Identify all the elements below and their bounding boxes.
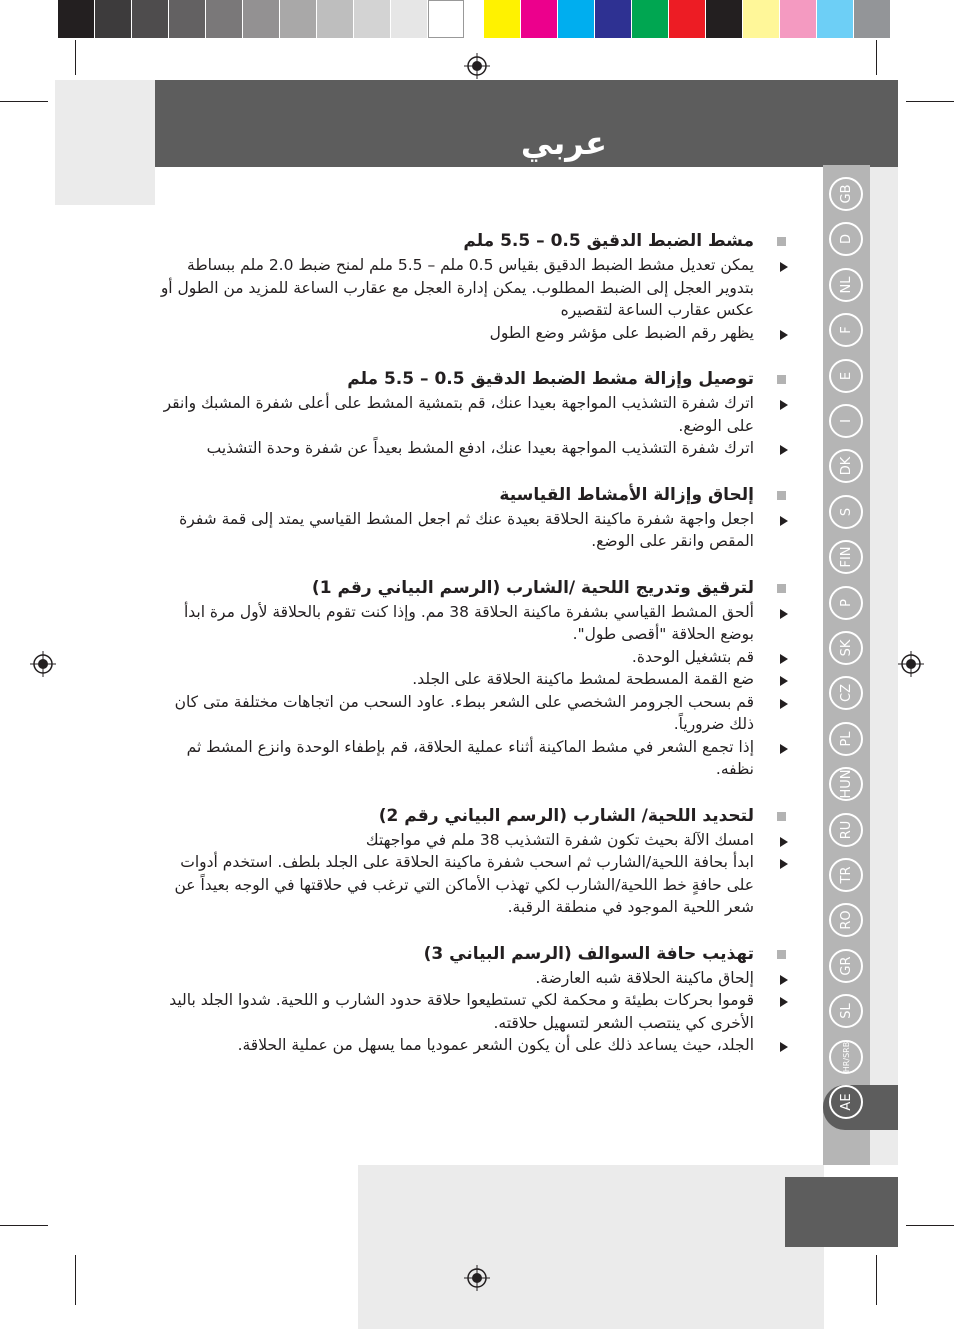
grey-swatch [391,0,427,38]
triangle-bullet-icon [780,262,788,272]
crop-mark [906,101,954,102]
section-heading-text: توصيل وإزالة مشط الضبط الدقيق 0.5 – 5.5 ملم [347,369,754,389]
footer-grey-panel [358,1165,824,1329]
triangle-bullet-icon [780,654,788,664]
instruction-item [160,601,790,646]
color-swatch [669,0,705,38]
language-tab-pl[interactable]: PL [829,722,863,756]
instruction-text: يمكن تعديل مشط الضبط الدقيق بقياس 0.5 ملم – 5.5 ملم لمنح ضبط 2.0 ملم ببساطة بتدوير العجل إلى الضبط المطلوب. يمكن إدارة العجل مع عقارب الساعة للمزيد من الطول أو عكس عقارب الساعة لتقصيره [160,256,754,319]
triangle-bullet-icon [780,859,788,869]
instruction-section [160,482,790,553]
language-tab-gr[interactable]: GR [829,949,863,983]
instruction-text: امسك الآلة بحيث تكون شفرة التشذيب 38 ملم في مواجهتك [365,830,754,849]
language-tab-e[interactable]: E [829,359,863,393]
instruction-item [160,967,790,990]
instruction-text: قم بتشغيل الوحدة. [631,647,754,666]
grey-swatch [280,0,316,38]
grey-swatch [169,0,205,38]
instruction-item [160,508,790,553]
language-tab-i[interactable]: I [829,404,863,438]
color-swatch [854,0,890,38]
language-tab-dk[interactable]: DK [829,449,863,483]
crop-mark [75,1255,76,1305]
instruction-text: ابدأ بحافة اللحية/الشارب ثم اسحب شفرة ماكينة الحلاقة على الجلد بلطف. استخدم أدوات على حافةٍ خط اللحية/الشارب لكي تهذب الأماكن التي ترغب في حلاقتها في الوجه بعيداً عن شعر اللحية الموجود في منطقة الرقبة. [174,853,754,916]
language-tab-hun[interactable]: HUN [829,767,863,801]
section-heading [160,575,790,601]
triangle-bullet-icon [780,744,788,754]
crop-mark [0,1225,48,1226]
language-tab-sl[interactable]: SL [829,994,863,1028]
instruction-text: يظهر رقم الضبط على مؤشر وضع الطول [489,323,754,342]
language-tab-f[interactable]: F [829,313,863,347]
instruction-text: اترك شفرة التشذيب المواجهة بعيدا عنك، قم بتمشية المشط على أعلى شفرة المشبك وانقر على الوضع. [163,394,754,435]
grey-swatch [132,0,168,38]
instruction-section [160,803,790,919]
instruction-section [160,366,790,460]
instruction-item [160,254,790,322]
square-bullet-icon [777,812,786,821]
instruction-text: قوموا بحركات بطيئة و محكمة لكي تستطيعوا حلاقة حدود الشارب و اللحية. شدوا الجلد باليد الأخرى كي ينتصب الشعر لتسهيل حلاقته. [169,991,754,1032]
instruction-text: الجلد، حيث يساعد ذلك على أن يكون الشعر عموديا مما يسهل من عملية الحلاقة. [237,1036,754,1054]
instruction-item [160,392,790,437]
crop-mark [0,101,48,102]
section-heading [160,941,790,967]
instruction-item [160,691,790,736]
color-swatch [706,0,742,38]
instruction-text: ألحق المشط القياسي بشفرة ماكينة الحلاقة 38 مم. وإذا كنت تقوم بالحلاقة لأول مرة ابدأ بوضع الحلاقة "أقصى طول". [183,602,754,643]
color-swatch [780,0,816,38]
crop-mark [75,40,76,75]
triangle-bullet-icon [780,676,788,686]
instruction-item [160,646,790,669]
instruction-item [160,668,790,691]
square-bullet-icon [777,375,786,384]
instruction-item [160,829,790,852]
color-swatch [558,0,594,38]
triangle-bullet-icon [780,699,788,709]
instruction-section [160,228,790,344]
instruction-text: قم بسحب الجرومر الشخصي على الشعر ببطء. عاود السحب من اتجاهات مختلفة متى كان ذلك ضرورياً. [174,692,754,733]
square-bullet-icon [777,491,786,500]
square-bullet-icon [777,950,786,959]
section-heading-text: مشط الضبط الدقيق 0.5 – 5.5 ملم [463,231,754,251]
instruction-section [160,575,790,781]
instructions-content [160,228,790,1079]
grey-swatch [428,0,464,38]
language-tab-gb[interactable]: GB [829,177,863,211]
section-heading-text: تهذيب حافة السوالف (الرسم البياني 3) [423,943,754,964]
language-tab-d[interactable]: D [829,222,863,256]
triangle-bullet-icon [780,975,788,985]
triangle-bullet-icon [780,445,788,455]
section-heading [160,482,790,508]
instruction-item [160,989,790,1034]
instruction-item [160,437,790,460]
section-heading-text: لتحديد اللحية/ الشارب (الرسم البياني رقم 2) [378,805,754,826]
section-heading-text: إلحاق وإزالة الأمشاط القياسية [499,484,754,505]
footer-dark-block [785,1177,898,1247]
square-bullet-icon [777,584,786,593]
instruction-text: إذا تجمع الشعر في مشط الماكينة أثناء عملية الحلاقة، قم بإطفاء الوحدة وانزع المشط ثم نظفه. [186,737,754,778]
grey-swatch [95,0,131,38]
crop-mark [906,1225,954,1226]
registration-mark-icon [30,651,56,677]
instruction-item [160,322,790,345]
page-title: عربي [520,124,607,162]
language-tab-fin[interactable]: FIN [829,540,863,574]
top-grey-panel [55,80,155,205]
color-swatch [743,0,779,38]
section-heading [160,803,790,829]
color-swatch [817,0,853,38]
language-tab-ru[interactable]: RU [829,813,863,847]
crop-mark [876,1255,877,1305]
language-tab-tr[interactable]: TR [829,858,863,892]
section-heading-text: لترقيق وتدريج اللحية /الشارب (الرسم البياني رقم 1) [311,577,754,598]
instruction-section [160,941,790,1057]
registration-mark-icon [464,1265,490,1291]
section-heading [160,366,790,392]
registration-mark-icon [464,53,490,79]
instruction-text: إلحاق ماكينة الحلاقة شبه العارضة. [535,968,754,987]
language-tab-nl[interactable]: NL [829,268,863,302]
language-tab-sk[interactable]: SK [829,631,863,665]
section-heading [160,228,790,254]
language-tab-hr-srb[interactable]: HR/SRB [829,1040,863,1074]
color-swatch [521,0,557,38]
triangle-bullet-icon [780,1042,788,1052]
triangle-bullet-icon [780,609,788,619]
triangle-bullet-icon [780,330,788,340]
language-tab-s[interactable]: S [829,495,863,529]
grey-swatch [206,0,242,38]
crop-mark [876,40,877,75]
color-swatch [484,0,520,38]
instruction-text: اجعل واجهة شفرة ماكينة الحلاقة بعيدة عنك ثم اجعل المشط القياسي يمتد إلى قمة شفرة المقص وانقر على الوضع. [179,509,754,550]
triangle-bullet-icon [780,400,788,410]
instruction-text: اترك شفرة التشذيب المواجهة بعيدا عنك، ادفع المشط بعيداً عن شفرة وحدة التشذيب [206,439,754,457]
triangle-bullet-icon [780,837,788,847]
grey-swatch [243,0,279,38]
language-tab-cz[interactable]: CZ [829,676,863,710]
triangle-bullet-icon [780,997,788,1007]
color-swatch [632,0,668,38]
grey-swatch [354,0,390,38]
language-tab-ro[interactable]: RO [829,903,863,937]
language-tab-ae[interactable]: AE [829,1085,863,1119]
color-swatch [595,0,631,38]
square-bullet-icon [777,237,786,246]
grey-swatch [317,0,353,38]
instruction-item [160,1034,790,1057]
triangle-bullet-icon [780,516,788,526]
instruction-item [160,851,790,919]
instruction-text: ضع القمة المسطحة لمشط ماكينة الحلاقة على الجلد. [412,670,754,688]
grey-swatch [58,0,94,38]
language-tab-p[interactable]: P [829,586,863,620]
instruction-item [160,736,790,781]
registration-mark-icon [898,651,924,677]
